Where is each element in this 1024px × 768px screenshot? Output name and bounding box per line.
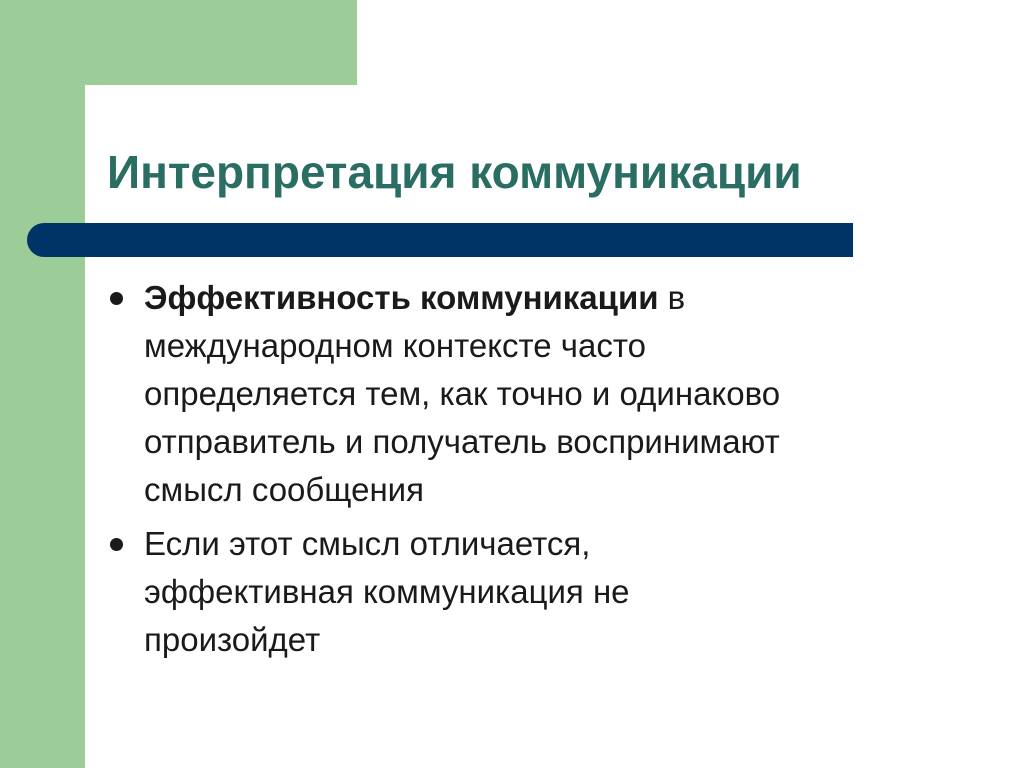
title-underline-bar	[27, 223, 853, 257]
bullet-text: смысл сообщения	[144, 471, 424, 508]
bullet-item	[108, 274, 988, 514]
bullet-dot-icon	[110, 292, 123, 305]
decorative-green-strip-left	[0, 0, 85, 768]
bullet-item	[108, 520, 988, 664]
bullet-text: Если этот смысл отличается,	[144, 525, 591, 562]
bullet-list	[108, 274, 988, 670]
bullet-text: определяется тем, как точно и одинаково	[144, 375, 781, 412]
decorative-green-block-top	[0, 0, 357, 85]
bullet-text: эффективная коммуникация не	[144, 573, 630, 610]
bullet-text: произойдет	[144, 621, 321, 658]
bullet-bold-lead: Эффективность коммуникации	[144, 279, 659, 316]
bullet-text: отправитель и получатель воспринимают	[144, 423, 780, 460]
slide-title: Интерпретация коммуникации	[107, 146, 802, 198]
bullet-dot-icon	[110, 538, 123, 551]
bullet-text: международном контексте часто	[144, 327, 646, 364]
bullet-text: в	[658, 279, 686, 316]
